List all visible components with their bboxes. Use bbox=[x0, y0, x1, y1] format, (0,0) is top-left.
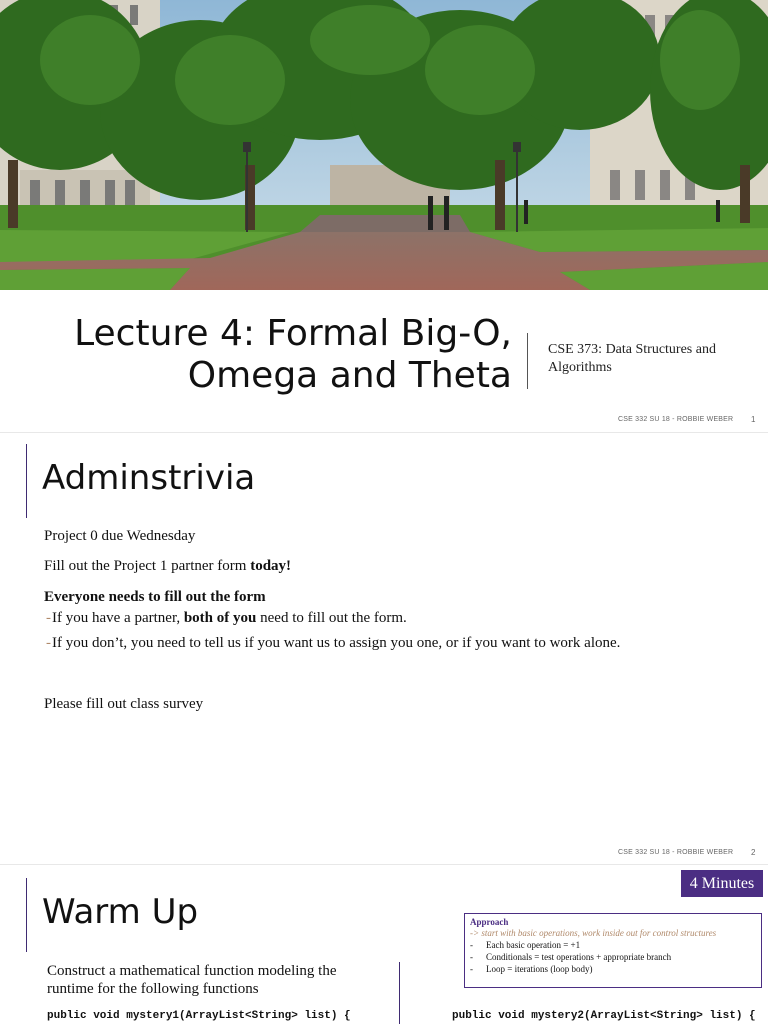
timer-badge: 4 Minutes bbox=[681, 870, 763, 897]
approach-item-text: Loop = iterations (loop body) bbox=[486, 964, 593, 974]
approach-item: - Loop = iterations (loop body) bbox=[470, 964, 593, 974]
slide-divider bbox=[0, 432, 768, 433]
approach-item-text: Each basic operation = +1 bbox=[486, 940, 581, 950]
slide-heading: Warm Up bbox=[42, 892, 199, 932]
code-mystery2: public void mystery2(ArrayList<String> list) { bbox=[452, 1010, 756, 1022]
approach-item-text: Conditionals = test operations + appropriate branch bbox=[486, 952, 672, 962]
approach-item: - Conditionals = test operations + appropriate branch bbox=[470, 952, 672, 962]
bullet-partner-post: need to fill out the form. bbox=[256, 610, 407, 626]
lecture-title bbox=[12, 313, 512, 397]
approach-title: Approach bbox=[470, 917, 509, 927]
lecture-title-line1: Lecture 4: Formal Big-O, bbox=[74, 313, 512, 354]
partner-form-emphasis: today! bbox=[250, 558, 292, 574]
slide-page-number: 2 bbox=[751, 848, 756, 857]
bullet-partner-bold: both of you bbox=[183, 610, 257, 626]
approach-box bbox=[464, 913, 762, 988]
lecture-title-line2: Omega and Theta bbox=[187, 355, 512, 396]
approach-subtitle: -> start with basic operations, work inside out for control structures bbox=[470, 928, 717, 938]
approach-item: - Each basic operation = +1 bbox=[470, 940, 581, 950]
slide-footer: CSE 332 SU 18 - ROBBIE WEBER bbox=[618, 849, 734, 856]
admin-line-partner-form bbox=[44, 558, 291, 575]
column-divider bbox=[399, 962, 400, 1024]
bullet-partner-pre: If you have a partner, bbox=[52, 610, 184, 626]
slide-page-number: 1 bbox=[751, 415, 756, 424]
bullet-partner bbox=[46, 610, 407, 627]
bullet-no-partner-text: If you don’t, you need to tell us if you want us to assign you one, or if you want to work alone. bbox=[52, 635, 621, 651]
title-divider bbox=[527, 333, 528, 389]
partner-form-text: Fill out the Project 1 partner form bbox=[44, 558, 251, 574]
slide-footer: CSE 332 SU 18 - ROBBIE WEBER bbox=[618, 416, 734, 423]
course-name-line2: Algorithms bbox=[548, 360, 612, 375]
slide-divider bbox=[0, 864, 768, 865]
bullet-dash: - bbox=[46, 635, 51, 651]
heading-accent-bar bbox=[26, 878, 27, 952]
code-mystery1: public void mystery1(ArrayList<String> list) { bbox=[47, 1010, 351, 1022]
title-slide bbox=[0, 0, 768, 432]
admin-line-everyone: Everyone needs to fill out the form bbox=[44, 589, 266, 605]
warmup-instructions bbox=[47, 962, 337, 998]
bullet-dash: - bbox=[46, 610, 51, 626]
slide-heading: Adminstrivia bbox=[42, 458, 256, 498]
heading-accent-bar bbox=[26, 444, 27, 518]
bullet-no-partner bbox=[46, 635, 620, 652]
warmup-instructions-line1: Construct a mathematical function modeling the bbox=[47, 963, 337, 979]
admin-line-project0: Project 0 due Wednesday bbox=[44, 528, 196, 544]
admin-line-survey: Please fill out class survey bbox=[44, 696, 204, 712]
course-name-line1: CSE 373: Data Structures and bbox=[548, 342, 716, 357]
course-name bbox=[548, 341, 748, 377]
warmup-instructions-line2: runtime for the following functions bbox=[47, 981, 259, 997]
campus-photo bbox=[0, 0, 768, 290]
